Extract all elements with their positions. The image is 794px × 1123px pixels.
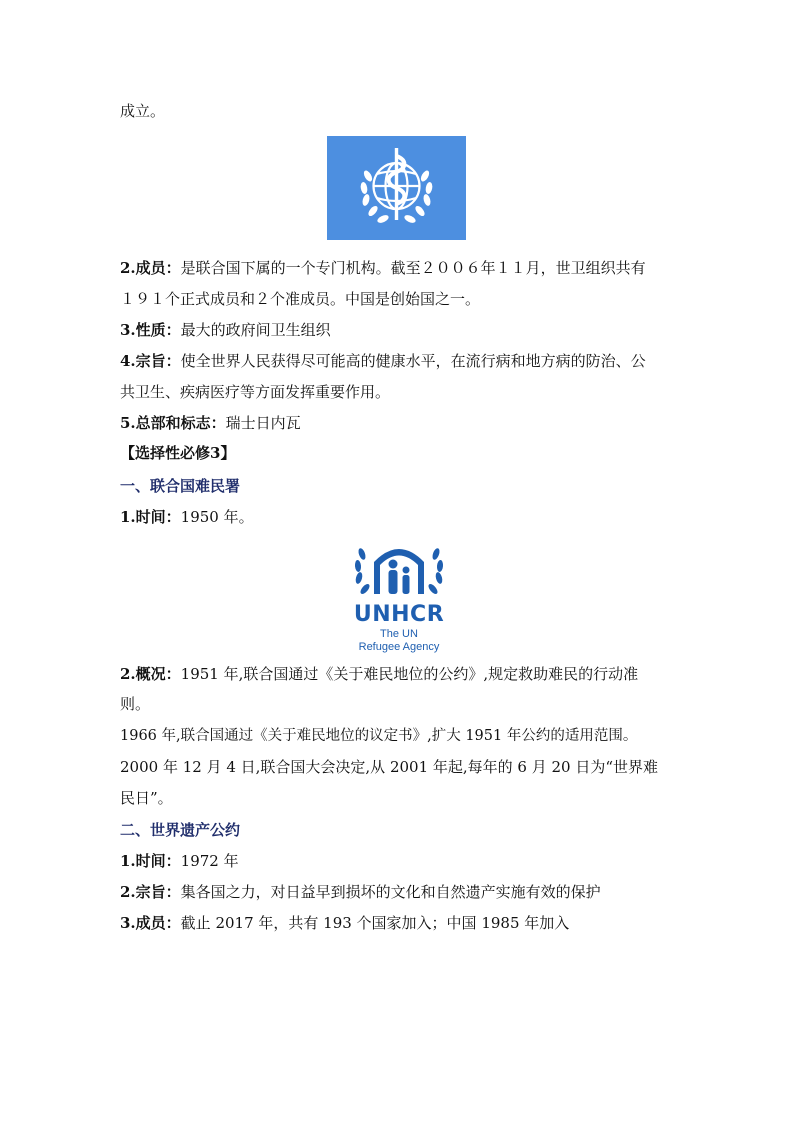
label: 2.概况：	[120, 665, 181, 683]
text-line: 成立。	[120, 102, 166, 120]
text-line	[120, 320, 690, 340]
label: 3.性质：	[120, 321, 181, 339]
text-line	[120, 507, 690, 527]
section-heading: 一、联合国难民署	[120, 477, 241, 495]
text-line: 2000 年 12 月 4 日,联合国大会决定,从 2001 年起,每年的 6 月 20 日为“世界难	[120, 758, 659, 776]
label: 1.时间：	[120, 508, 181, 526]
label: 3.成员：	[120, 914, 181, 932]
text-line: 则。	[120, 695, 151, 713]
text-line	[120, 664, 690, 684]
text-line: 民日”。	[120, 789, 173, 807]
text: 瑞士日内瓦	[225, 414, 301, 432]
text-line	[120, 913, 690, 933]
text: 最大的政府间卫生组织	[180, 321, 331, 339]
text: 1972 年	[180, 852, 239, 870]
unhcr-wordmark: UNHCR	[353, 602, 445, 627]
unhcr-tagline-1: The UN	[380, 628, 418, 640]
text: 集各国之力，对日益早到损坏的文化和自然遗产实施有效的保护	[180, 883, 601, 901]
text: 1951 年,联合国通过《关于难民地位的公约》,规定救助难民的行动准	[180, 665, 639, 683]
text: 使全世界人民获得尽可能高的健康水平，在流行病和地方病的防治、公	[180, 352, 646, 370]
text: 截止 2017 年，共有 193 个国家加入；中国 1985 年加入	[180, 914, 570, 932]
label: 1.时间：	[120, 852, 181, 870]
text: 是联合国下属的一个专门机构。截至２００６年１１月，世卫组织共有	[180, 259, 646, 277]
label: 4.宗旨：	[120, 352, 181, 370]
text: 1950 年。	[180, 508, 254, 526]
text-line	[120, 851, 690, 871]
text-line: １９１个正式成员和２个准成员。中国是创始国之一。	[120, 290, 481, 308]
who-emblem-icon	[327, 136, 466, 240]
text-line	[120, 351, 690, 371]
who-logo	[327, 136, 466, 240]
unhcr-emblem-icon	[336, 538, 462, 608]
unhcr-logo	[336, 538, 462, 656]
text-line	[120, 882, 690, 902]
text-line	[120, 413, 690, 433]
text-line: 共卫生、疾病医疗等方面发挥重要作用。	[120, 383, 391, 401]
section-title: 【选择性必修3】	[120, 444, 236, 462]
label: 5.总部和标志：	[120, 414, 226, 432]
text-line	[120, 258, 690, 278]
label: 2.宗旨：	[120, 883, 181, 901]
label: 2.成员：	[120, 259, 181, 277]
unhcr-tagline-2: Refugee Agency	[358, 641, 440, 653]
section-heading: 二、世界遗产公约	[120, 821, 241, 839]
text-line: 1966 年,联合国通过《关于难民地位的议定书》,扩大 1951 年公约的适用范围。	[120, 728, 638, 744]
